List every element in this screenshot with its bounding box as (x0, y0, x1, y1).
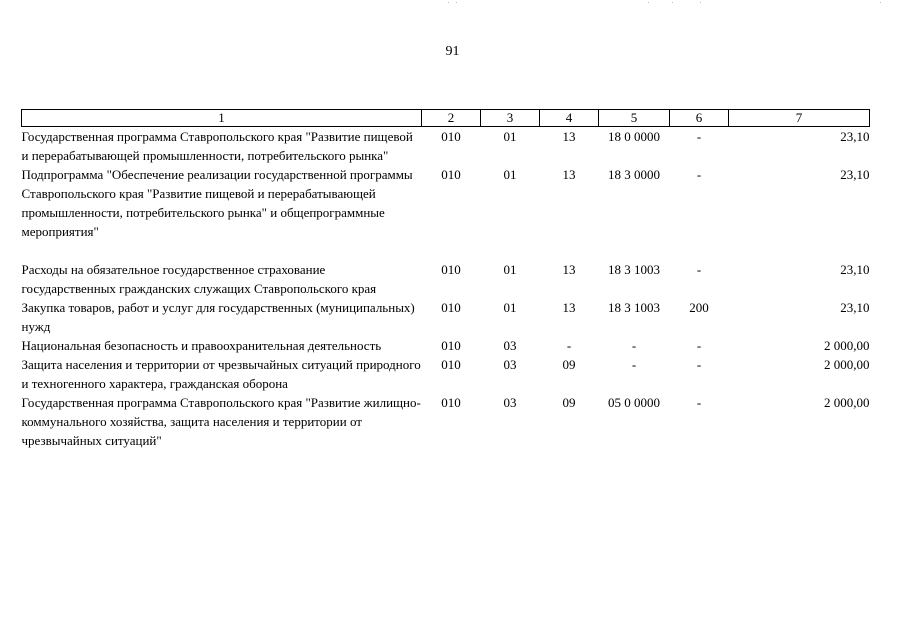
row-code-5: - (631, 357, 637, 372)
row-amount: 2 000,00 (824, 338, 870, 353)
row-code-4: 13 (562, 167, 576, 182)
page-number: 91 (445, 44, 460, 59)
column-header: 3 (481, 110, 540, 127)
row-name: Подпрограмма "Обеспечение реализации государственной программы Ставропольского края "Развитие пищевой и перерабатывающей промышленности, потребительского рынка" и общепрограммные мероприятия" (21, 167, 413, 239)
header-row (22, 110, 870, 127)
table-row (22, 298, 870, 336)
scan-dot (456, 2, 457, 3)
row-amount: 23,10 (840, 262, 870, 277)
row-name: Расходы на обязательное государственное страхование государственных гражданских служащих Ставропольского края (21, 262, 377, 296)
row-code-6: 200 (689, 300, 709, 315)
row-amount: 23,10 (840, 300, 870, 315)
row-code-4: 09 (562, 357, 576, 372)
row-code-6: - (696, 262, 702, 277)
row-code-2: 010 (441, 129, 461, 144)
row-spacer (22, 241, 870, 260)
row-amount: 2 000,00 (824, 395, 870, 410)
scan-dot (648, 2, 649, 3)
row-code-5: 18 3 1003 (608, 262, 660, 277)
row-code-3: 01 (503, 167, 517, 182)
table-row (22, 260, 870, 298)
row-code-3: 03 (503, 395, 517, 410)
table-row (22, 336, 870, 355)
row-code-3: 01 (503, 262, 517, 277)
row-code-2: 010 (441, 300, 461, 315)
row-code-2: 010 (441, 167, 461, 182)
row-name: Защита населения и территории от чрезвычайных ситуаций природного и техногенного характера, гражданская оборона (21, 357, 421, 391)
row-name: Национальная безопасность и правоохранительная деятельность (21, 338, 382, 353)
row-code-2: 010 (441, 395, 461, 410)
scan-dot (672, 2, 673, 3)
row-code-6: - (696, 129, 702, 144)
row-amount: 2 000,00 (824, 357, 870, 372)
row-code-6: - (696, 338, 702, 353)
row-amount: 23,10 (840, 167, 870, 182)
row-code-4: 09 (562, 395, 576, 410)
table-row (22, 165, 870, 241)
row-code-4: 13 (562, 300, 576, 315)
row-code-6: - (696, 357, 702, 372)
scan-dot (880, 2, 881, 3)
row-name: Государственная программа Ставропольского края "Развитие жилищно-коммунального хозяйства, защита населения и территории от чрезвычайных ситуаций" (21, 395, 421, 448)
table-row (22, 355, 870, 393)
column-header: 7 (729, 110, 870, 127)
row-code-5: 18 3 1003 (608, 300, 660, 315)
scan-dot (700, 2, 701, 3)
column-header: 4 (540, 110, 599, 127)
row-name: Государственная программа Ставропольского края "Развитие пищевой и перерабатывающей промышленности, потребительского рынка" (21, 129, 413, 163)
row-code-6: - (696, 395, 702, 410)
column-header: 6 (670, 110, 729, 127)
row-code-3: 01 (503, 129, 517, 144)
budget-table (21, 109, 870, 450)
row-code-4: 13 (562, 129, 576, 144)
row-code-5: 18 0 0000 (608, 129, 660, 144)
row-code-6: - (696, 167, 702, 182)
row-code-3: 03 (503, 338, 517, 353)
row-code-2: 010 (441, 357, 461, 372)
row-amount: 23,10 (840, 129, 870, 144)
row-code-4: - (566, 338, 572, 353)
row-code-4: 13 (562, 262, 576, 277)
table-row (22, 393, 870, 450)
row-code-3: 01 (503, 300, 517, 315)
scan-dot (448, 2, 449, 3)
scan-artifacts (0, 0, 905, 8)
row-name: Закупка товаров, работ и услуг для государственных (муниципальных) нужд (21, 300, 415, 334)
table-row (22, 127, 870, 166)
row-code-2: 010 (441, 338, 461, 353)
row-code-5: 05 0 0000 (608, 395, 660, 410)
column-header: 5 (599, 110, 670, 127)
column-header: 1 (22, 110, 422, 127)
row-code-2: 010 (441, 262, 461, 277)
row-code-3: 03 (503, 357, 517, 372)
row-code-5: - (631, 338, 637, 353)
column-header: 2 (422, 110, 481, 127)
row-code-5: 18 3 0000 (608, 167, 660, 182)
